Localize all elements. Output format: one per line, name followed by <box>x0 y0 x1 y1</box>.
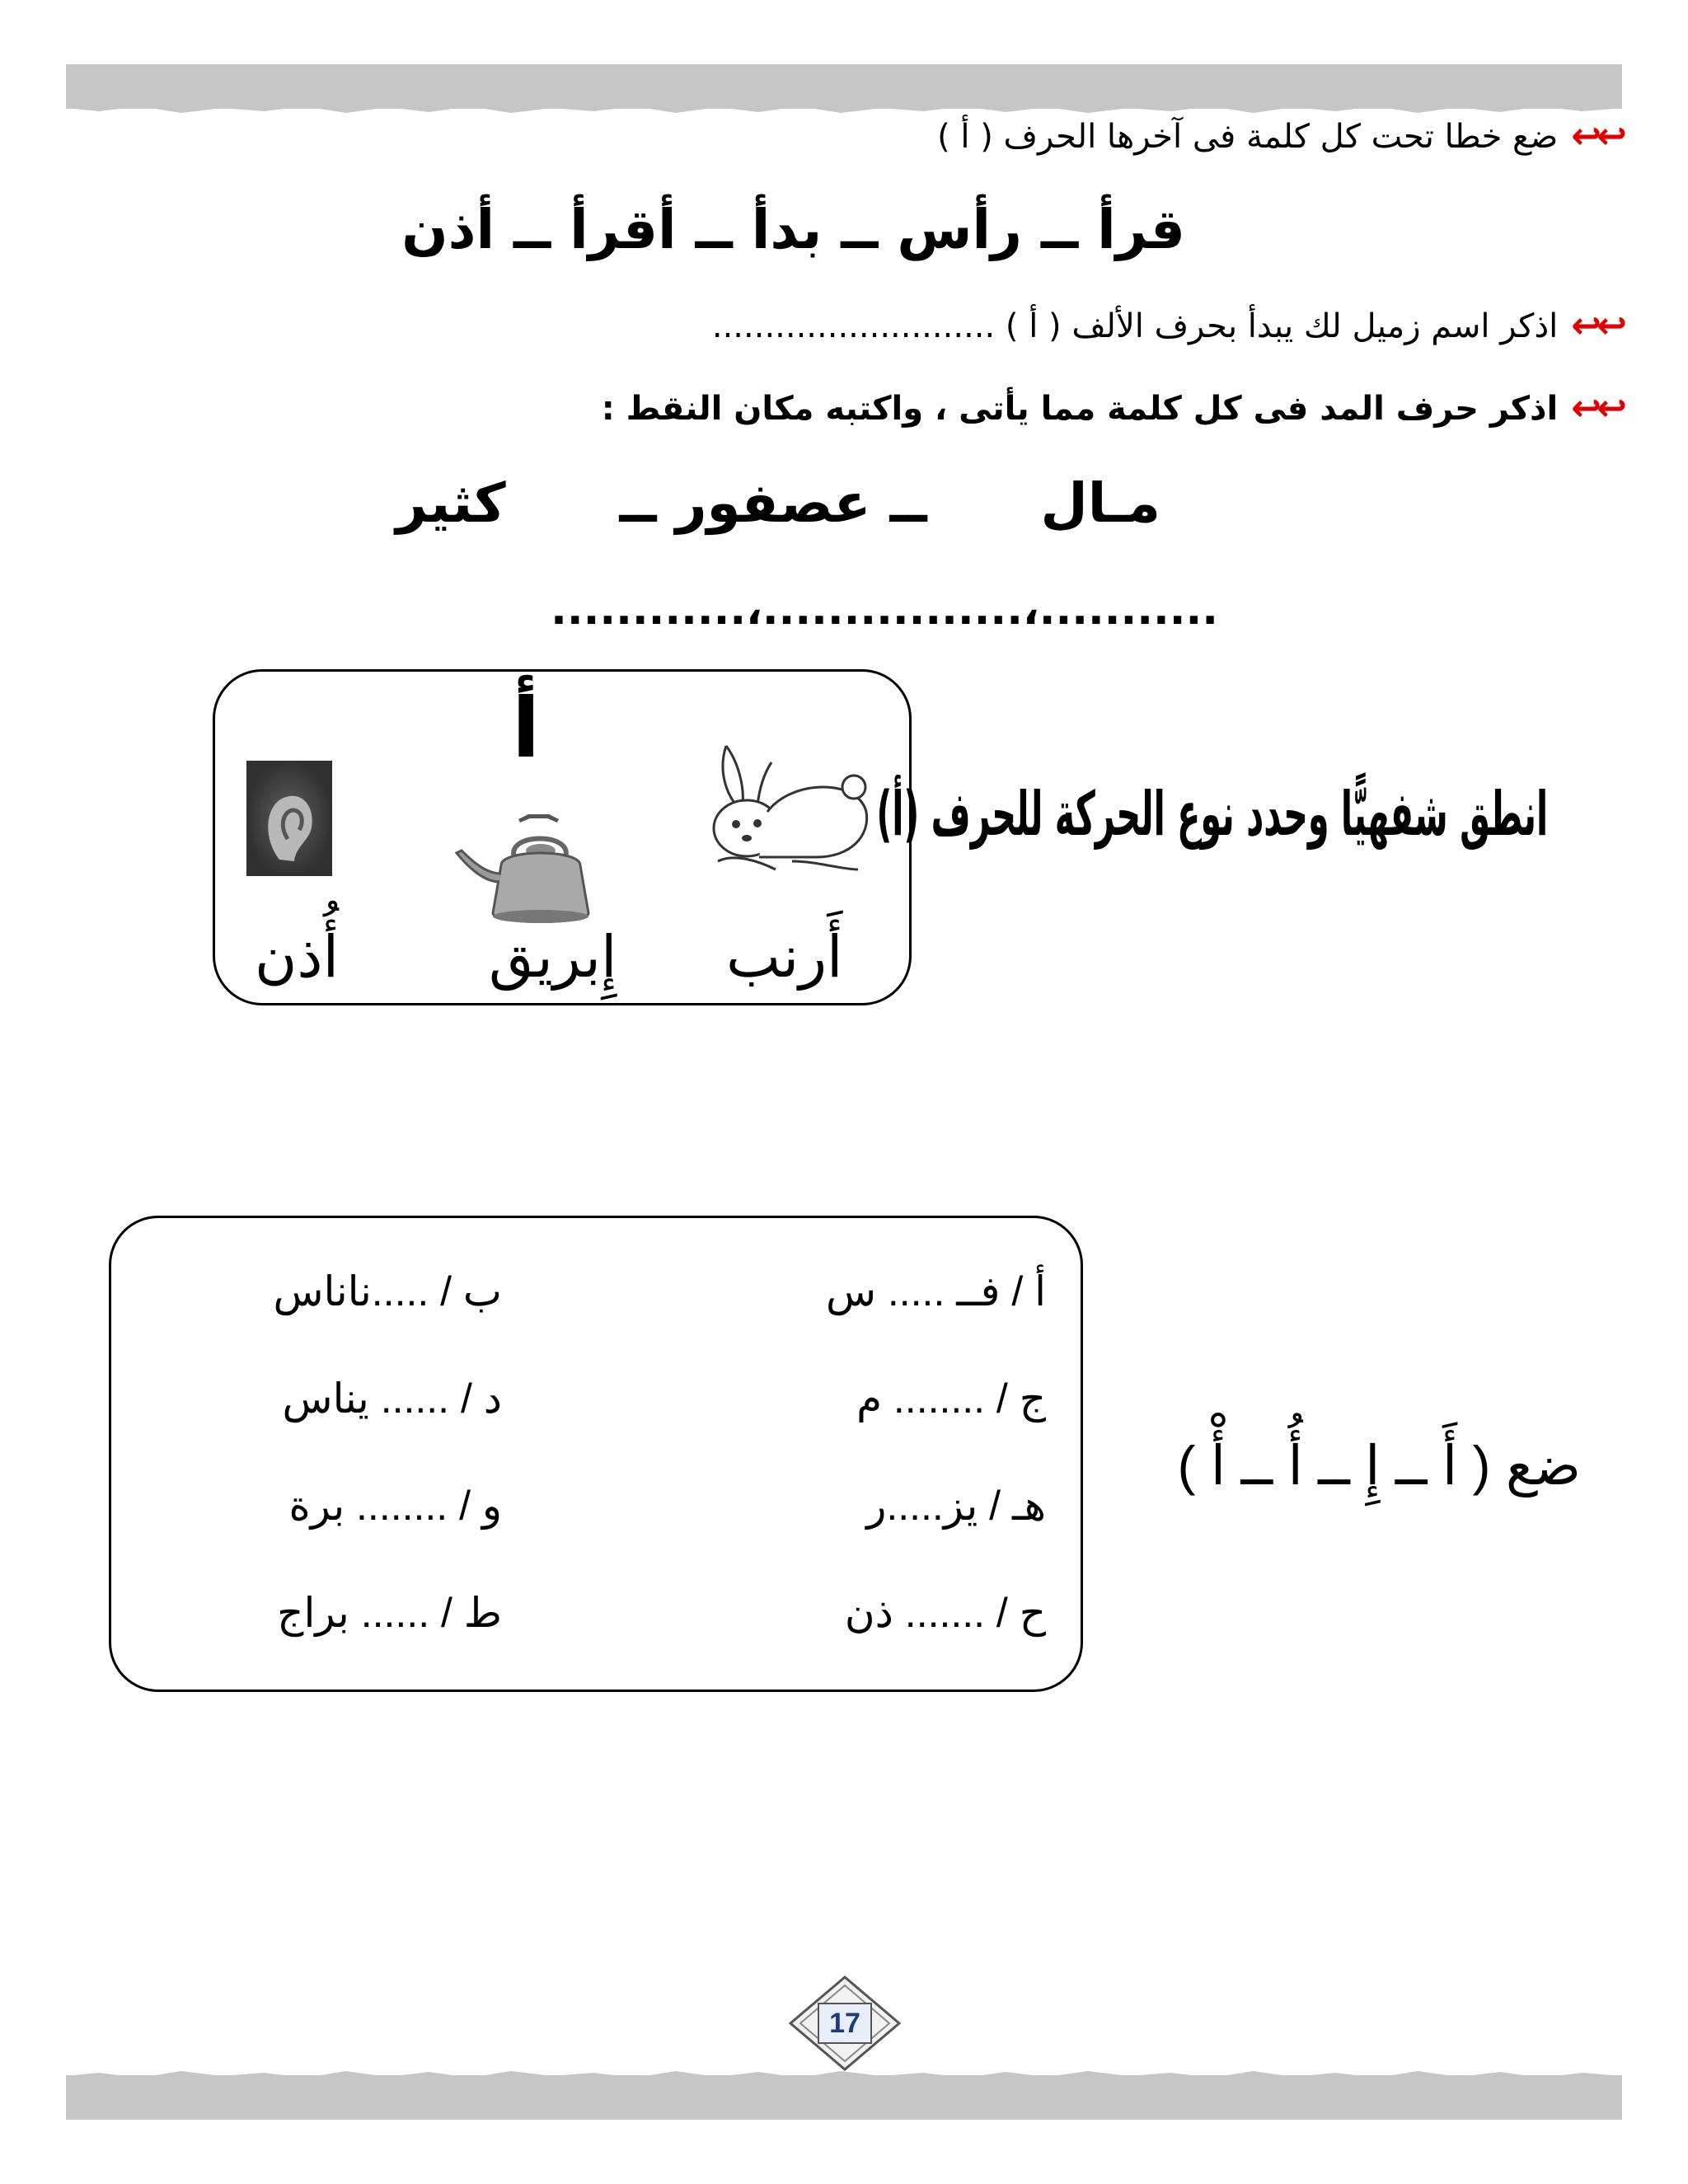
kettle-icon <box>450 808 615 931</box>
red-arrow-icon: ↩↩ <box>1571 115 1622 157</box>
pronounce-title: انطق شفهيًّا وحدد نوع الحركة للحرف (أ) <box>876 779 1548 850</box>
word-kettle: إِبريق <box>489 923 617 991</box>
fill-item: ج / ........ م <box>856 1376 1046 1422</box>
fill-box <box>109 1216 1083 1692</box>
instruction-madd: ↩↩ اذكر حرف المد فى كل كلمة مما يأتى ، واكتبه مكان النقط : <box>601 387 1622 429</box>
word-ear: أُذن <box>255 923 340 991</box>
pronounce-box <box>213 669 912 1005</box>
madd-blanks: ...........،................،............ <box>551 585 1218 635</box>
fill-instruction: ضع ( أَ ــ إِ ــ أُ ــ أْ ) <box>1177 1435 1581 1496</box>
fill-item: و / ........ برة <box>288 1483 502 1529</box>
ear-icon <box>246 761 332 876</box>
rabbit-icon <box>701 738 883 886</box>
fill-item: ح / ....... ذن <box>844 1590 1046 1636</box>
fill-item: هـ / يز.....ر <box>866 1483 1046 1529</box>
fill-item: أ / فــ ..... س <box>825 1268 1046 1315</box>
red-arrow-icon: ↩↩ <box>1571 305 1622 347</box>
red-arrow-icon: ↩↩ <box>1571 387 1622 429</box>
header-band <box>66 64 1622 109</box>
torn-edge <box>66 103 1622 115</box>
fill-item: ب / .....ناناس <box>273 1268 502 1315</box>
page-number-badge <box>787 1974 903 2073</box>
footer-band <box>66 2075 1622 2120</box>
word-rabbit: أَرنب <box>726 923 843 991</box>
instruction-classmate: ↩↩ اذكر اسم زميل لك يبدأ بحرف الألف ( أ ) ........................... <box>711 305 1622 347</box>
page-number: 17 <box>829 2008 860 2039</box>
underline-words: قرأ ــ رأس ــ بدأ ــ أقرأ ــ أذن <box>401 198 1185 261</box>
fill-item: ط / ...... براج <box>277 1590 502 1636</box>
torn-edge <box>66 2069 1622 2081</box>
big-letter: أ <box>512 680 541 776</box>
madd-words: مـال ــ عصفور ــ كثير <box>396 471 1160 535</box>
instruction-underline: ↩↩ ضع خطا تحت كل كلمة فى آخرها الحرف ( أ ) <box>937 115 1622 157</box>
fill-item: د / ...... يناس <box>282 1376 502 1422</box>
